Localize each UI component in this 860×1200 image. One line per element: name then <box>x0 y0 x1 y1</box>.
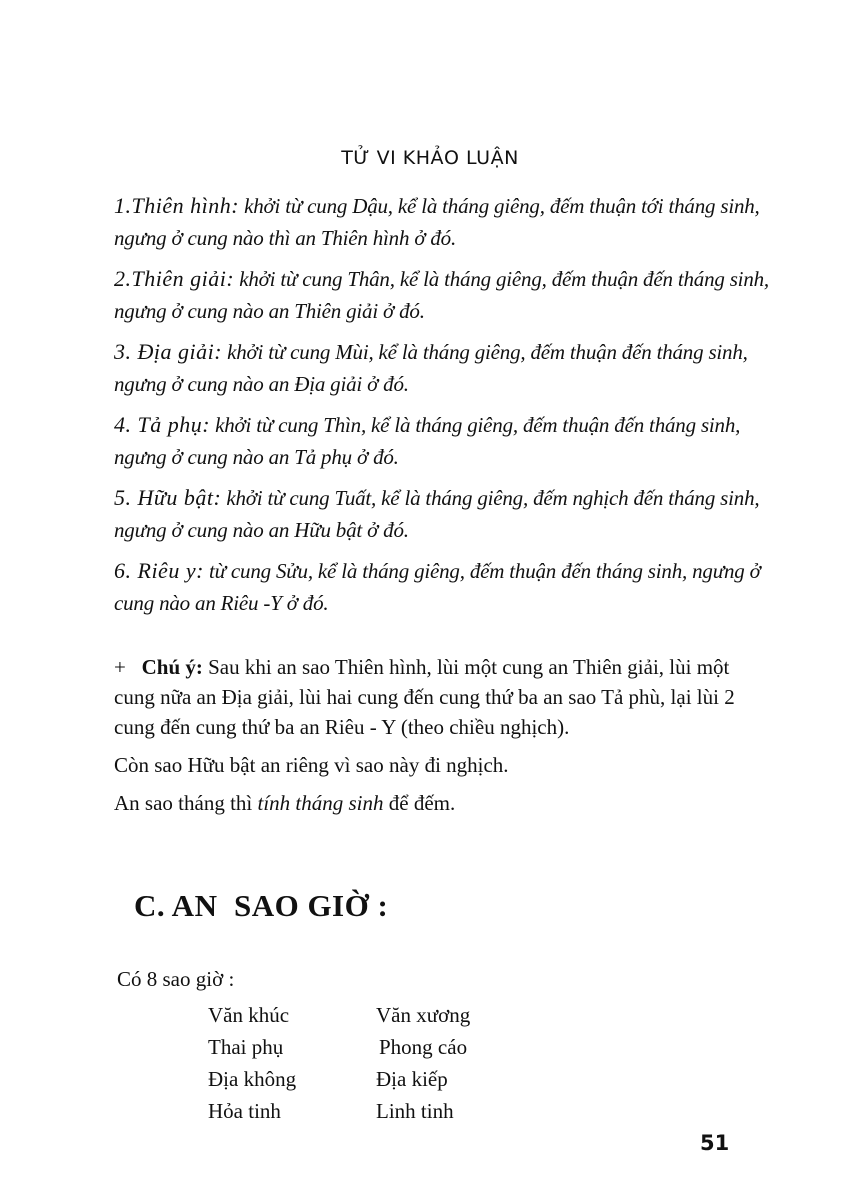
list-item <box>114 482 774 546</box>
text-run: An sao tháng thì <box>114 791 258 815</box>
huu-bat-paragraph: Còn sao Hữu bật an riêng vì sao này đi nghịch. <box>114 753 509 777</box>
note-prefix: + <box>114 655 142 679</box>
item-text: khởi từ cung Dậu, kể là tháng giêng, đếm thuận tới tháng sinh, ngưng ở cung nào thì an Thiên hình ở đó. <box>114 194 760 250</box>
star-name: Địa kiếp <box>376 1067 448 1091</box>
item-text: khởi từ cung Tuất, kể là tháng giêng, đếm nghịch đến tháng sinh, ngưng ở cung nào an Hữu bật ở đó. <box>114 486 760 542</box>
item-text: khởi từ cung Thìn, kể là tháng giêng, đếm thuận đến tháng sinh, ngưng ở cung nào an Tả phụ ở đó. <box>114 413 741 469</box>
item-term: 1.Thiên hình: <box>114 193 240 218</box>
note-label: Chú ý: <box>141 655 203 679</box>
hour-stars-table <box>208 999 470 1127</box>
item-term: 4. Tả phụ: <box>114 412 211 437</box>
section-title: C. AN SAO GIỜ : <box>134 888 389 923</box>
month-stars-list <box>114 190 774 628</box>
notes-section <box>114 652 774 826</box>
list-item <box>114 555 774 619</box>
intro-line: Có 8 sao giờ : <box>117 967 235 991</box>
star-row <box>208 999 470 1031</box>
running-head: TỬ VI KHẢO LUẬN <box>341 147 519 169</box>
list-item <box>114 263 774 327</box>
item-term: 6. Riêu y: <box>114 558 204 583</box>
star-name: Địa không <box>208 1067 297 1091</box>
item-text: từ cung Sửu, kể là tháng giêng, đếm thuận đến tháng sinh, ngưng ở cung nào an Riêu -Y ở đó. <box>114 559 761 615</box>
star-name: Văn khúc <box>208 1003 290 1027</box>
star-name: Thai phụ <box>208 1035 284 1059</box>
list-item <box>114 336 774 400</box>
item-term: 2.Thiên giải: <box>114 266 235 291</box>
list-item <box>114 409 774 473</box>
italic-run: tính tháng sinh <box>257 791 384 815</box>
list-item <box>114 190 774 254</box>
star-row <box>208 1031 470 1063</box>
page-number: 51 <box>700 1131 730 1155</box>
star-name: Linh tinh <box>376 1099 454 1123</box>
text-run: để đếm. <box>383 791 456 815</box>
star-row <box>208 1063 470 1095</box>
note-text: Sau khi an sao Thiên hình, lùi một cung an Thiên giải, lùi một cung nữa an Địa giải, lùi hai cung đến cung thứ ba an sao Tả phù, lại lùi 2 cung đến cung thứ ba an Riêu - Y (theo chiều nghịch). <box>114 655 735 739</box>
item-text: khởi từ cung Mùi, kể là tháng giêng, đếm thuận đến tháng sinh, ngưng ở cung nào an Địa giải ở đó. <box>114 340 748 396</box>
note-paragraph <box>114 652 774 742</box>
item-text: khởi từ cung Thân, kể là tháng giêng, đếm thuận đến tháng sinh, ngưng ở cung nào an Thiên giải ở đó. <box>114 267 769 323</box>
star-row <box>208 1095 470 1127</box>
star-name: Hỏa tinh <box>208 1099 281 1123</box>
star-name: Phong cáo <box>379 1035 468 1059</box>
item-term: 3. Địa giải: <box>114 339 223 364</box>
star-name: Văn xương <box>376 1003 471 1027</box>
item-term: 5. Hữu bật: <box>114 485 222 510</box>
month-count-paragraph <box>114 788 774 818</box>
